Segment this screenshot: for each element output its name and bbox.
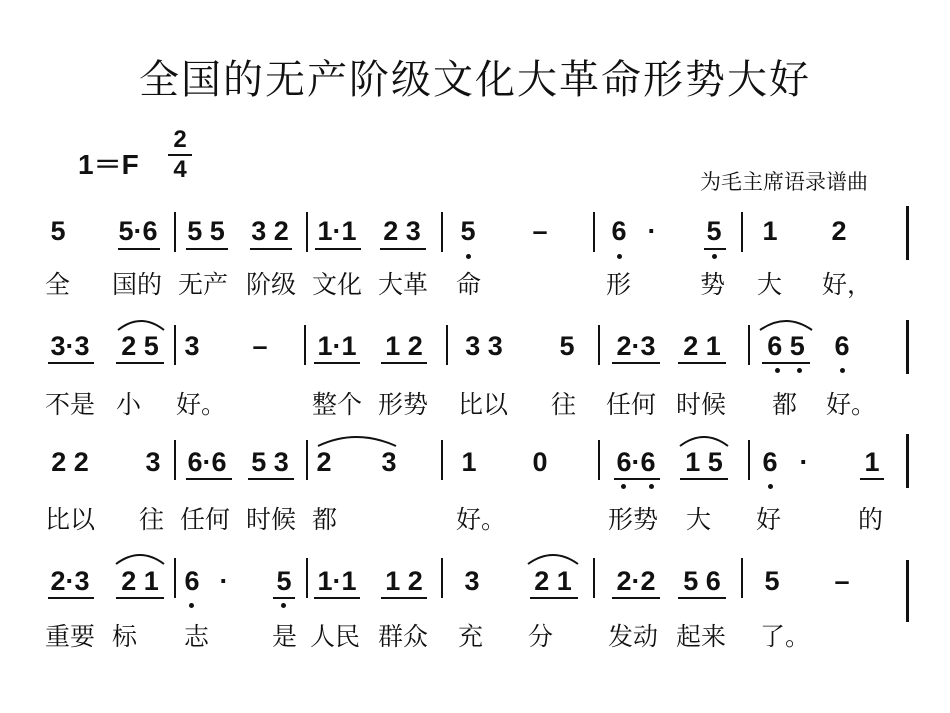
lyric: 人民 <box>310 622 361 651</box>
lyric: 时候 <box>246 505 297 534</box>
note: 5 <box>50 216 66 246</box>
lyric: 好。 <box>456 505 507 534</box>
lyric: 大 <box>757 270 783 299</box>
lyric: 往 <box>139 505 165 534</box>
time-signature-bottom: 4 <box>173 156 187 183</box>
lyric: 整个 <box>312 390 363 419</box>
note: 1 2 <box>385 566 423 596</box>
note: 6 <box>834 331 850 361</box>
lyric: 任何 <box>606 390 657 419</box>
lyric: 群众 <box>378 622 429 651</box>
time-signature-top: 2 <box>173 126 187 153</box>
lyric: 形势 <box>378 390 429 419</box>
lyric: 都 <box>312 505 338 534</box>
note: 1·1 <box>317 216 357 246</box>
note: 1·1 <box>317 331 357 361</box>
lyric: 是 <box>272 622 298 651</box>
note: 2 1 <box>121 566 159 596</box>
lyric: 分 <box>528 622 554 651</box>
note: 1 2 <box>385 331 423 361</box>
note: · <box>219 566 229 596</box>
lyric: 好。 <box>176 390 227 419</box>
lyric: 好 <box>756 505 782 534</box>
lyric: 文化 <box>312 270 363 299</box>
note: 5·6 <box>118 216 158 246</box>
note: 2 5 <box>121 331 159 361</box>
note: – <box>532 216 548 246</box>
lyric: 大革 <box>378 270 429 299</box>
note: 5 <box>460 216 476 246</box>
lyric: 不是 <box>45 390 96 419</box>
lyric: 阶级 <box>246 270 297 299</box>
lyric: 起来 <box>676 622 727 651</box>
song-title: 全国的无产阶级文化大革命形势大好 <box>139 57 811 103</box>
lyric: 往 <box>551 390 577 419</box>
note: 3 <box>145 447 161 477</box>
note: 2·3 <box>616 331 656 361</box>
lyric: 命 <box>456 270 482 299</box>
lyric: 好， <box>822 270 873 299</box>
note: 3·3 <box>50 331 90 361</box>
note: 2 <box>316 447 332 477</box>
note: 3 2 <box>251 216 289 246</box>
note: 2·2 <box>616 566 656 596</box>
key-signature: 1＝F <box>78 149 139 180</box>
note: 6 <box>184 566 200 596</box>
note: 5 <box>559 331 575 361</box>
note: 5 5 <box>187 216 225 246</box>
lyric: 都 <box>772 390 798 419</box>
slur <box>118 321 164 330</box>
note: 5 <box>706 216 722 246</box>
note: 2 3 <box>383 216 421 246</box>
lyric: 好。 <box>826 390 877 419</box>
slur <box>680 437 728 446</box>
lyric: 了。 <box>760 622 811 651</box>
slur <box>318 437 396 446</box>
lyric: 全 <box>45 270 71 299</box>
note: 6 5 <box>767 331 805 361</box>
lyric: 充 <box>458 622 484 651</box>
lyric: 大 <box>686 505 712 534</box>
lyric: 的 <box>858 505 884 534</box>
note: 2·3 <box>50 566 90 596</box>
note: 2 2 <box>51 447 89 477</box>
note: 6·6 <box>616 447 656 477</box>
lyric: 势 <box>700 270 726 299</box>
note: 5 3 <box>251 447 289 477</box>
lyric: 比以 <box>458 390 509 419</box>
note: 2 <box>831 216 847 246</box>
note: 2 1 <box>534 566 572 596</box>
lyric: 志 <box>184 622 210 651</box>
slur <box>528 555 578 564</box>
slur <box>760 321 812 330</box>
note: 6·6 <box>187 447 227 477</box>
lyric: 无产 <box>178 270 229 299</box>
lyric: 重要 <box>45 622 96 651</box>
note: 2 1 <box>683 331 721 361</box>
note: 1 <box>762 216 778 246</box>
note: 1 5 <box>685 447 723 477</box>
lyric: 任何 <box>180 505 231 534</box>
note: 1·1 <box>317 566 357 596</box>
note: 1 <box>864 447 880 477</box>
note: – <box>834 566 850 596</box>
lyric: 标 <box>112 622 138 651</box>
note: · <box>647 216 657 246</box>
slur <box>116 555 164 564</box>
note: 6 <box>611 216 627 246</box>
note: 3 3 <box>465 331 503 361</box>
lyric: 比以 <box>45 505 96 534</box>
composer-credit: 为毛主席语录谱曲 <box>700 170 868 194</box>
note: – <box>252 331 268 361</box>
note: · <box>799 447 809 477</box>
lyric: 发动 <box>608 622 659 651</box>
note: 3 <box>381 447 397 477</box>
lyric: 小 <box>116 390 142 419</box>
note: 6 <box>762 447 778 477</box>
note: 0 <box>532 447 548 477</box>
note: 3 <box>464 566 480 596</box>
note: 1 <box>461 447 477 477</box>
note: 5 <box>276 566 292 596</box>
lyric: 形 <box>606 270 632 299</box>
lyric: 时候 <box>676 390 727 419</box>
lyric: 国的 <box>112 270 163 299</box>
lyric: 形势 <box>608 505 659 534</box>
note: 5 6 <box>683 566 721 596</box>
note: 5 <box>764 566 780 596</box>
note: 3 <box>184 331 200 361</box>
